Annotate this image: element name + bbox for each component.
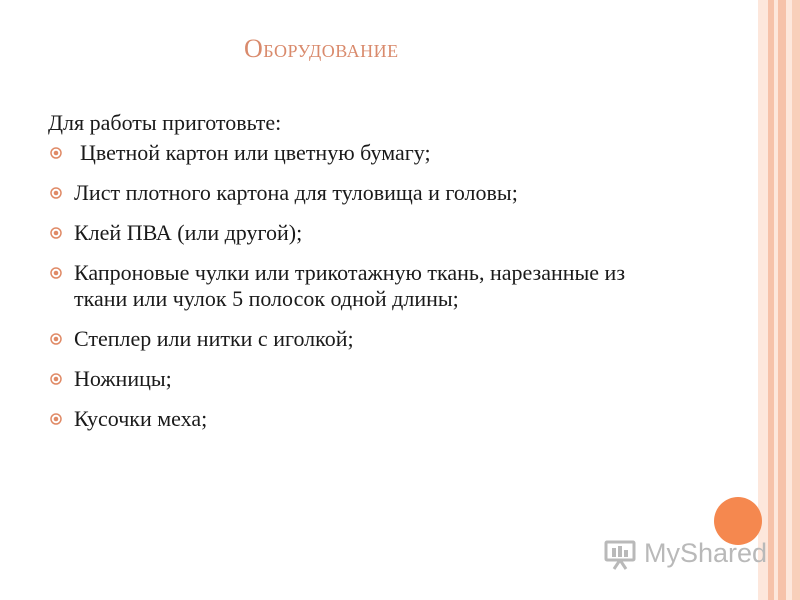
list-item: [48, 366, 748, 392]
list-item: [48, 326, 748, 352]
decorative-stripes: [758, 0, 800, 600]
bullet-icon: [50, 373, 62, 385]
bullet-icon: [50, 333, 62, 345]
list-item-text: Капроновые чулки или трикотажную ткань, нарезанные из ткани или чулок 5 полосок одной длины;: [74, 260, 626, 311]
stripe: [778, 0, 786, 600]
list-item-text: Лист плотного картона для туловища и головы;: [74, 180, 518, 205]
list-item: [48, 260, 634, 312]
list-item: [48, 406, 748, 432]
list-item-text: Клей ПВА (или другой);: [74, 220, 303, 245]
list-item-text: Цветной картон или цветную бумагу;: [80, 140, 431, 165]
list-item: [48, 220, 748, 246]
bullet-icon: [50, 227, 62, 239]
slide-title: Оборудование: [244, 34, 399, 63]
list-item: [48, 140, 748, 166]
list-item: [48, 180, 748, 206]
bullet-icon: [50, 413, 62, 425]
list-item-text: Кусочки меха;: [74, 406, 208, 431]
logo-text: MyShared: [644, 538, 768, 568]
equipment-list: [48, 140, 748, 446]
list-item-text: Степлер или нитки с иголкой;: [74, 326, 354, 351]
intro-text: Для работы приготовьте:: [48, 110, 282, 135]
list-item-text: Ножницы;: [74, 366, 172, 391]
myshared-logo: [604, 536, 768, 572]
bullet-icon: [50, 267, 62, 279]
stripe: [792, 0, 800, 600]
bullet-icon: [50, 187, 62, 199]
bullet-icon: [50, 147, 62, 159]
presentation-icon: [604, 540, 638, 570]
